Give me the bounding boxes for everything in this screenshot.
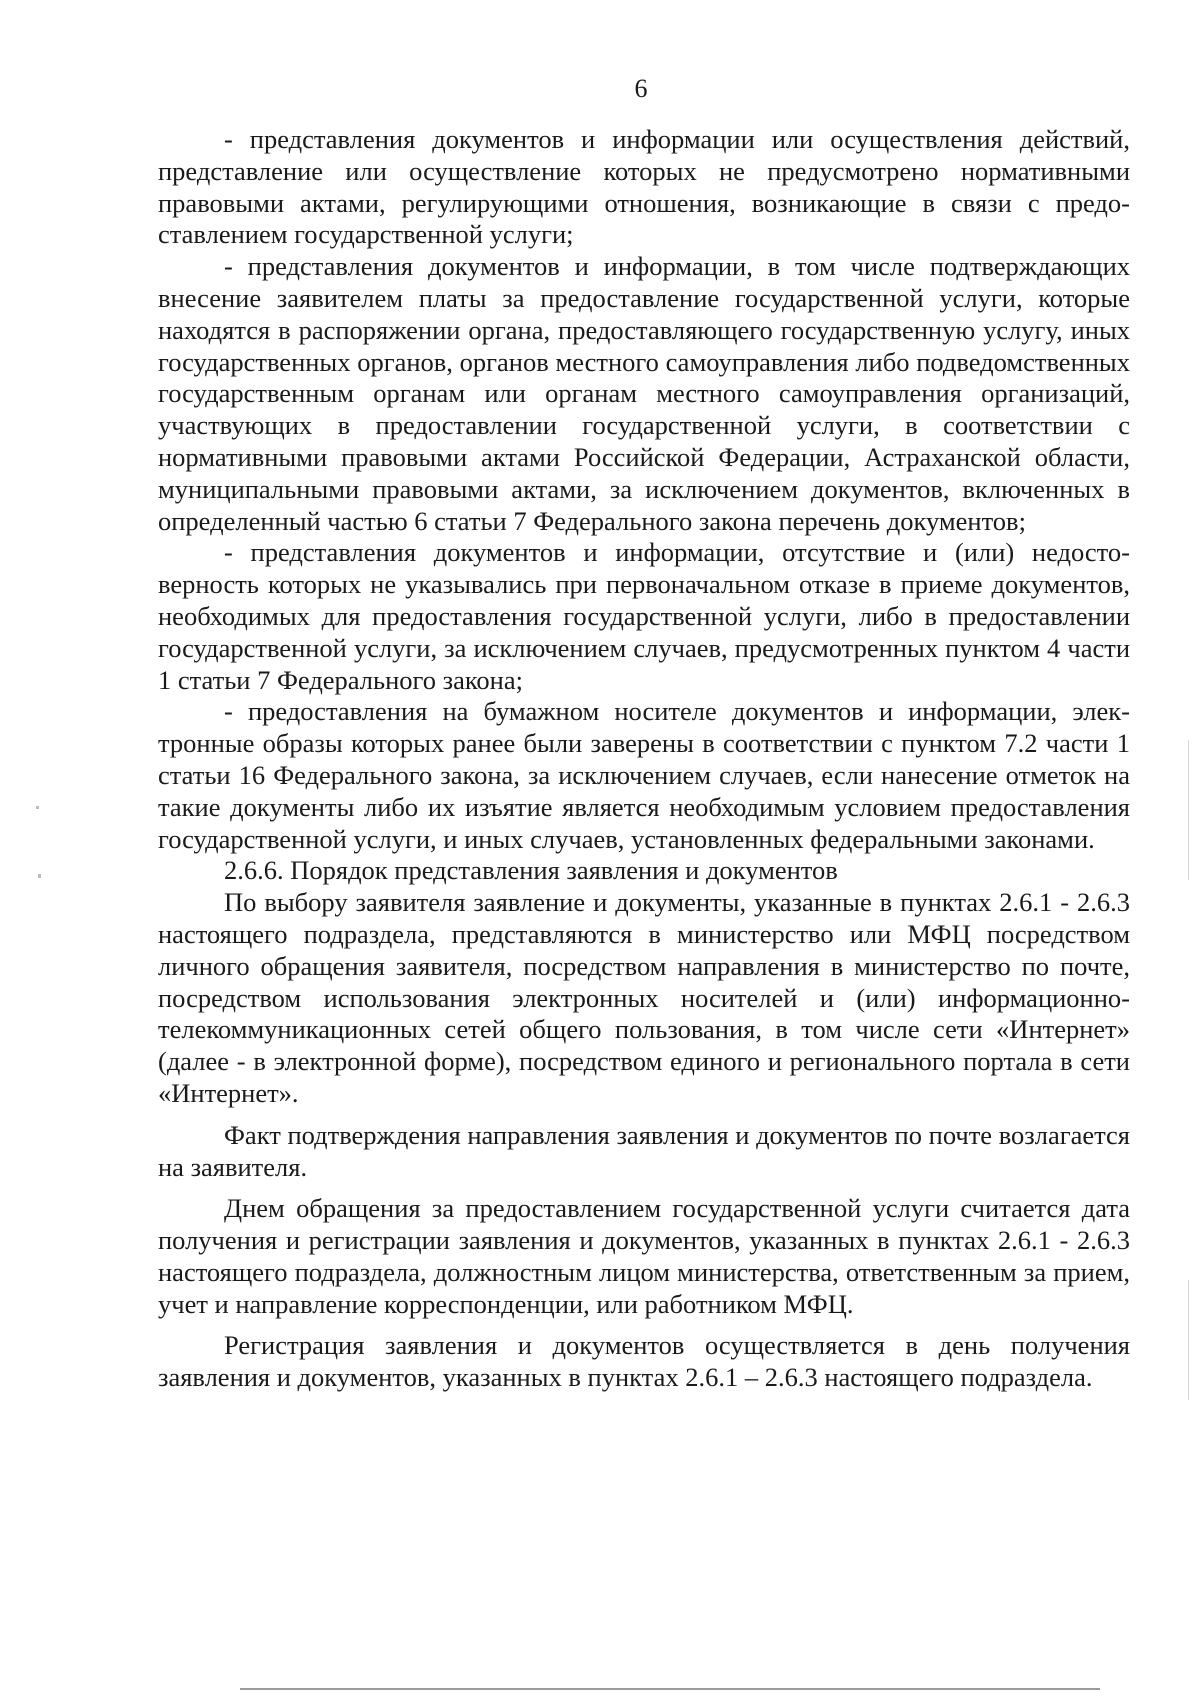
paragraph-bullet-3: - представления документов и информации, отсутствие и (или) недостоверность которых не указывались при первоначальном отказе в приеме документов, необходимых для предоставления государственной услуги, либо в предоставлении государственной услуги, за исключением случаев, предусмотренных пунктом 4 части 1 статьи 7 Федерального закона; xyxy=(158,537,1130,695)
paragraph-application-date: Днем обращения за предоставлением государственной услуги считается дата получения и регистрации заявления и документов, указанных в пунктах 2.6.1 - 2.6.3 настоящего подраздела, должностным лицом министерства, ответственным за прием, учет и направление корреспонденции, или работником МФЦ. xyxy=(158,1193,1130,1319)
section-heading-2-6-6: 2.6.6. Порядок представления заявления и документов xyxy=(224,855,838,886)
paragraph-submission-methods: По выбору заявителя заявление и документы, указанные в пунктах 2.6.1 - 2.6.3 настоящего подраздела, представляются в министерство или МФЦ посредством личного обращения заявителя, посредством направления в министерство по почте, посредством использования электронных носителей и (или) информационно-телекоммуникационных сетей общего пользования, в том числе сети «Интернет» (далее - в электронной форме), посредством единого и регионального портала в сети «Интернет». xyxy=(158,887,1130,1108)
scan-edge-line xyxy=(1188,740,1189,880)
scan-edge-line xyxy=(1188,1280,1189,1400)
scan-speck xyxy=(38,874,41,878)
scan-speck xyxy=(36,806,39,809)
paragraph-bullet-2: - представления документов и информации, в том числе подтверждающих внесение заявителем платы за предоставление государственной услуги, которые находятся в распоряжении органа, предоставляющего государственную услугу, иных государственных органов, органов местного самоуправления либо подведомственных государственным органам или органам местного самоуправления организаций, участвующих в предоставлении государственной услуги, в соответствии с нормативными правовыми актами Российской Федерации, Астраханской области, муниципальными правовыми актами, за исключением документов, включенных в определенный частью 6 статьи 7 Федерального закона перечень документов; xyxy=(158,251,1130,536)
scan-bottom-edge xyxy=(240,1688,1100,1690)
paragraph-bullet-4: - предоставления на бумажном носителе документов и информации, электронные образы которых ранее были заверены в соответствии с пунктом 7.2 части 1 статьи 16 Федерального закона, за исключением случаев, если нанесение отметок на такие документы либо их изъятие является необходимым условием предоставления государственной услуги, и иных случаев, установленных федеральными законами. xyxy=(158,696,1130,854)
paragraph-bullet-1: - представления документов и информации или осуществления действий, представление или осуществление которых не предусмотрено нормативными правовыми актами, регулирующими отношения, возникающие в связи с предоставлением государственной услуги; xyxy=(158,124,1130,250)
paragraph-postal-confirmation: Факт подтверждения направления заявления и документов по почте возлагается на заявителя. xyxy=(158,1119,1130,1182)
page-number: 6 xyxy=(634,74,648,103)
document-body xyxy=(158,124,1130,1394)
paragraph-registration: Регистрация заявления и документов осуществляется в день получения заявления и документов, указанных в пунктах 2.6.1 – 2.6.3 настоящего подраздела. xyxy=(158,1330,1130,1393)
